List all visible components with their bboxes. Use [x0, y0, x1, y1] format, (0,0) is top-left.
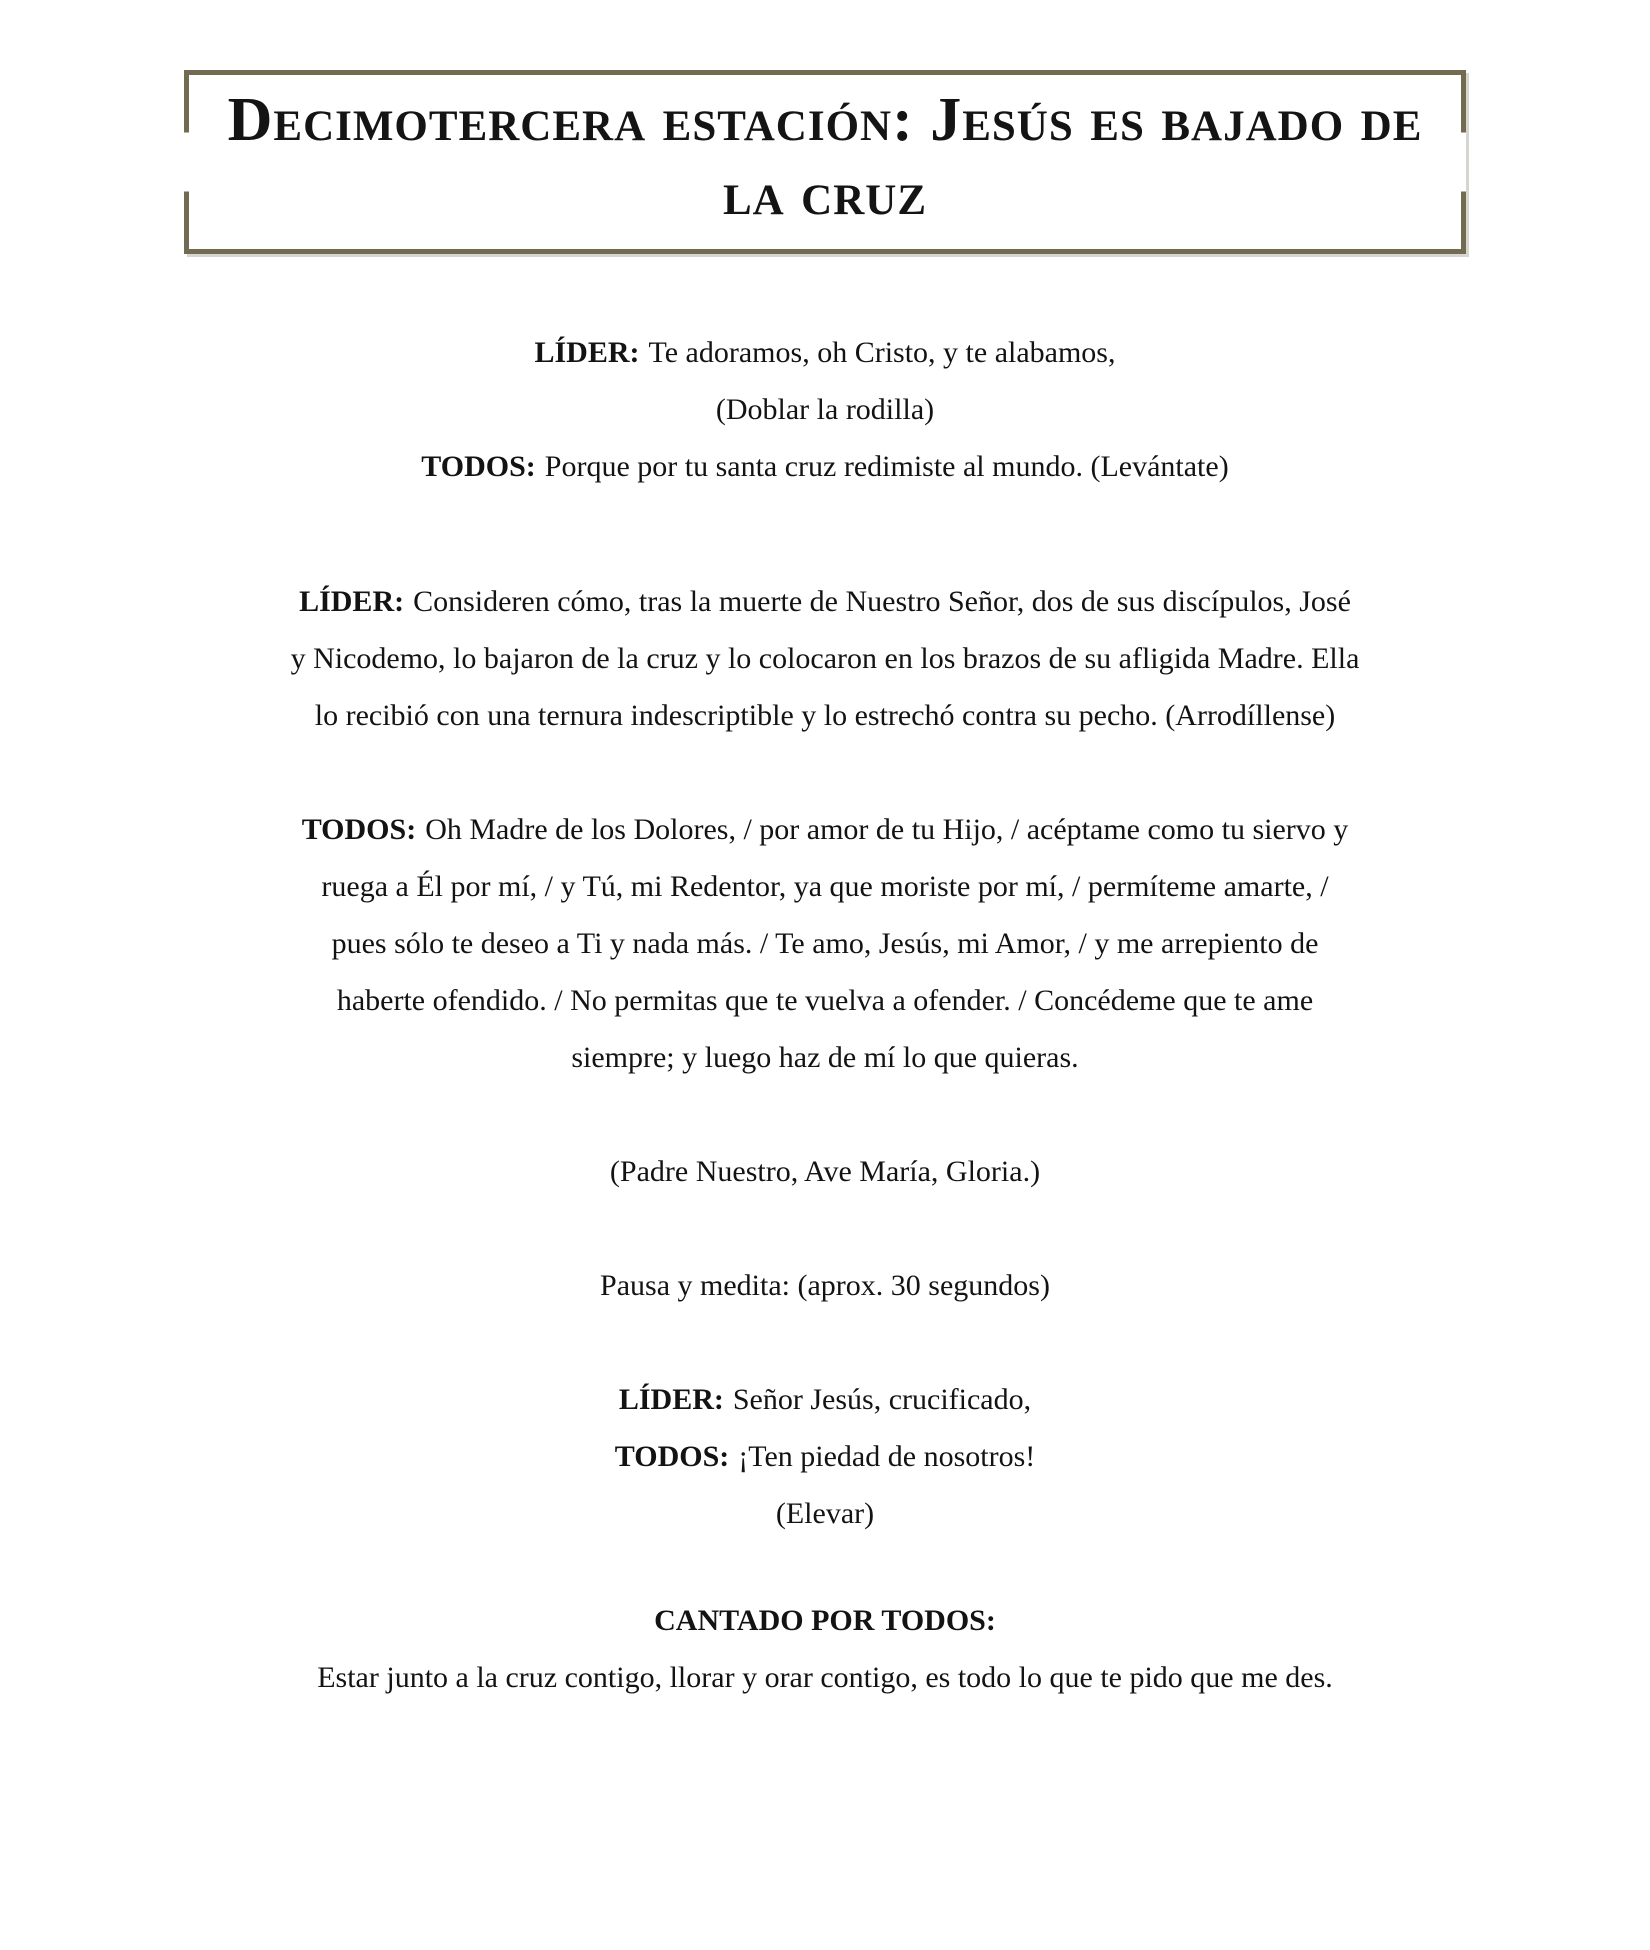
rubric-text: Pausa y medita: (aprox. 30 segundos): [600, 1269, 1050, 1302]
prayer-text: haberte ofendido. / No permitas que te vuelva a ofender. / Concédeme que te ame: [336, 984, 1314, 1017]
page-title: Decimotercera estación: Jesús es bajado de la cruz: [227, 86, 1423, 228]
responsory-text: Te adoramos, oh Cristo, y te alabamos,: [648, 336, 1116, 369]
speaker-label: TODOS:: [614, 1440, 730, 1473]
rubric-text: (Elevar): [775, 1497, 875, 1530]
rubric-line: [90, 1257, 1560, 1314]
document-body: [90, 324, 1560, 1706]
meditation-line: [90, 573, 1560, 630]
invocation-line: [90, 1428, 1560, 1485]
meditation-line: [90, 630, 1560, 687]
meditation-text: lo recibió con una ternura indescriptible y lo estrechó contra su pecho. (Arrodíllense): [314, 699, 1336, 732]
responsory-line: [90, 438, 1560, 495]
prayer-text: siempre; y luego haz de mí lo que quieras.: [571, 1041, 1079, 1074]
rubric-text: (Padre Nuestro, Ave María, Gloria.): [609, 1155, 1041, 1188]
invocation-text: Señor Jesús, crucificado,: [732, 1383, 1032, 1416]
rubric-line: [90, 1143, 1560, 1200]
rubric-line: [90, 381, 1560, 438]
pause-rubric: [90, 1257, 1560, 1314]
title-frame: [184, 70, 1466, 254]
meditation-line: [90, 687, 1560, 744]
prayer-text: Oh Madre de los Dolores, / por amor de tu Hijo, / acéptame como tu siervo y: [425, 813, 1349, 846]
opening-responsory: [90, 324, 1560, 495]
invocation-text: ¡Ten piedad de nosotros!: [738, 1440, 1036, 1473]
speaker-label: LÍDER:: [299, 585, 405, 618]
prayer-line: [90, 915, 1560, 972]
speaker-label: LÍDER:: [534, 336, 640, 369]
responsory-line: [90, 324, 1560, 381]
prayer-text: ruega a Él por mí, / y Tú, mi Redentor, ya que moriste por mí, / permíteme amarte, /: [321, 870, 1329, 903]
prayer-line: [90, 972, 1560, 1029]
prayer-text: pues sólo te deseo a Ti y nada más. / Te amo, Jesús, mi Amor, / y me arrepiento de: [331, 927, 1319, 960]
sung-line: [90, 1649, 1560, 1706]
sung-section: [90, 1592, 1560, 1706]
rubric-text: (Doblar la rodilla): [715, 393, 935, 426]
invocation-line: [90, 1371, 1560, 1428]
sung-heading: CANTADO POR TODOS:: [654, 1604, 996, 1637]
speaker-label: LÍDER:: [618, 1383, 724, 1416]
responsory-text: Porque por tu santa cruz redimiste al mundo. (Levántate): [544, 450, 1229, 483]
meditation-text: Consideren cómo, tras la muerte de Nuestro Señor, dos de sus discípulos, José: [413, 585, 1351, 618]
rubric-line: [90, 1485, 1560, 1542]
sung-text: Estar junto a la cruz contigo, llorar y orar contigo, es todo lo que te pido que me des.: [317, 1661, 1333, 1694]
speaker-label: TODOS:: [421, 450, 536, 483]
closing-invocation: [90, 1371, 1560, 1542]
meditation-text: y Nicodemo, lo bajaron de la cruz y lo colocaron en los brazos de su afligida Madre. Ella: [290, 642, 1360, 675]
prayer-line: [90, 858, 1560, 915]
meditation-paragraph: [90, 573, 1560, 744]
prayer-line: [90, 801, 1560, 858]
padre-nuestro-rubric: [90, 1143, 1560, 1200]
prayer-line: [90, 1029, 1560, 1086]
speaker-label: TODOS:: [301, 813, 417, 846]
prayer-paragraph: [90, 801, 1560, 1086]
